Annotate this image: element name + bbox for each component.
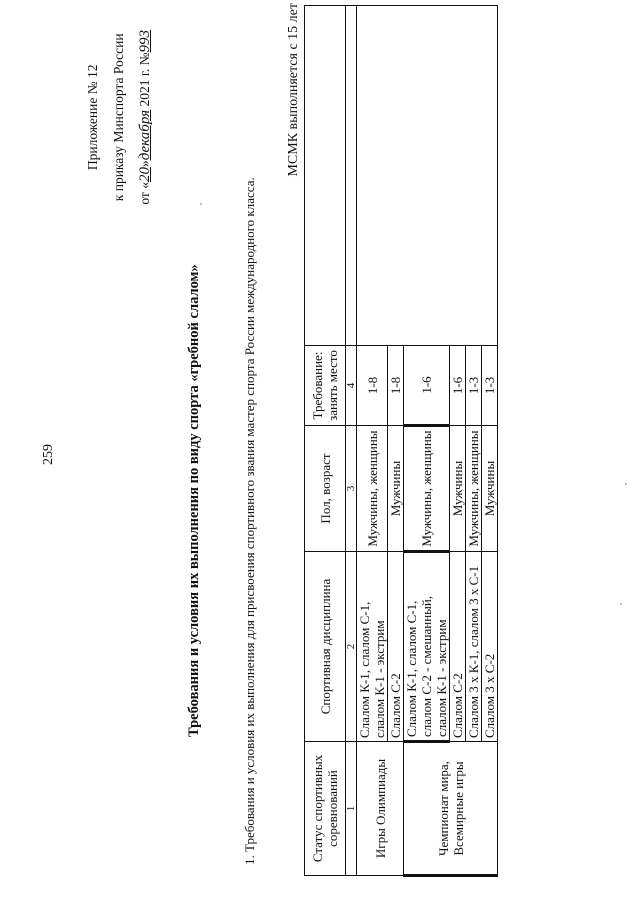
table-header-row [305,6,346,876]
col-number-1: 1 [346,742,357,876]
requirements-table [304,5,498,877]
discipline-line: Слалом К-1, слалом С-1, [357,601,372,738]
discipline-cell: Слалом 3 х С-2 [482,552,498,742]
gender-cell: Мужчины, женщины [357,426,388,552]
discipline-line: Слалом К-1, слалом С-1, [404,600,419,737]
col-number-4: 4 [346,346,357,426]
document-title: Требования и условия их выполнения по виду спорта «гребной слалом» [186,264,202,737]
appendix-date-line [132,30,158,205]
col-number-3: 3 [346,426,357,552]
gender-cell: Мужчины, женщины [404,426,450,552]
appendix-number: Приложение № 12 [85,64,100,171]
section-title: 1. Требования и условия их выполнения для присвоения спортивного звания мастер спорта России международного класса. [242,177,257,865]
gender-cell: Мужчины, женщины [466,426,482,552]
date-prefix: от « [137,182,152,205]
discipline-cell: Слалом С-2 [450,552,466,742]
status-line: Всемирные игры [450,761,466,856]
column-number-row [346,6,357,876]
gender-cell: Мужчины [388,426,404,552]
date-year: 2021 г. № [137,52,152,107]
header-discipline-text: Спортивная дисциплина [317,578,333,715]
discipline-cell [404,552,450,742]
gender-cell: Мужчины [450,426,466,552]
header-discipline [305,552,346,742]
place-cell: 1-8 [388,346,404,426]
place-cell: 1-8 [357,346,388,426]
discipline-cell: Слалом 3 х К-1, слалом 3 х С-1 [466,552,482,742]
discipline-line: слалом К-1 - экстрим [372,620,387,738]
date-mid: » [137,160,152,168]
discipline-cell [357,552,388,742]
appendix-header [80,30,158,205]
scan-speck [620,603,622,605]
header-blank [305,6,346,346]
place-cell: 1-3 [482,346,498,426]
gender-cell: Мужчины [482,426,498,552]
scan-speck [625,483,627,485]
page-number: 259 [41,444,56,465]
order-number: 993 [137,30,153,53]
blank-cell [357,6,498,346]
scan-speck [200,203,202,205]
discipline-cell: Слалом С-2 [388,552,404,742]
header-place [305,346,346,426]
discipline-line: слалом С-2 - смешанный, [419,595,434,737]
table-row [357,6,388,876]
header-status [305,742,346,876]
place-cell: 1-3 [466,346,482,426]
header-gender-age [305,426,346,552]
col-number-blank [346,6,357,346]
discipline-line: слалом К-1 - экстрим [434,619,449,737]
status-line: Чемпионат мира, [435,761,451,856]
date-day: 20 [137,167,153,183]
age-note: МСМК выполняется с 15 лет [286,3,301,177]
status-olympics: Игры Олимпиады [357,742,404,876]
status-world-championship [404,742,498,876]
col-number-2: 2 [346,552,357,742]
header-place-text: Требование: занять место [310,350,340,421]
place-cell: 1-6 [404,346,450,426]
date-month: декабря [137,109,153,161]
appendix-order-ref: к приказу Минспорта России [111,33,126,202]
header-gender-age-text: Пол, возраст [317,453,333,524]
header-status-text: Статус спортивных соревнований [310,754,340,863]
place-cell: 1-6 [450,346,466,426]
